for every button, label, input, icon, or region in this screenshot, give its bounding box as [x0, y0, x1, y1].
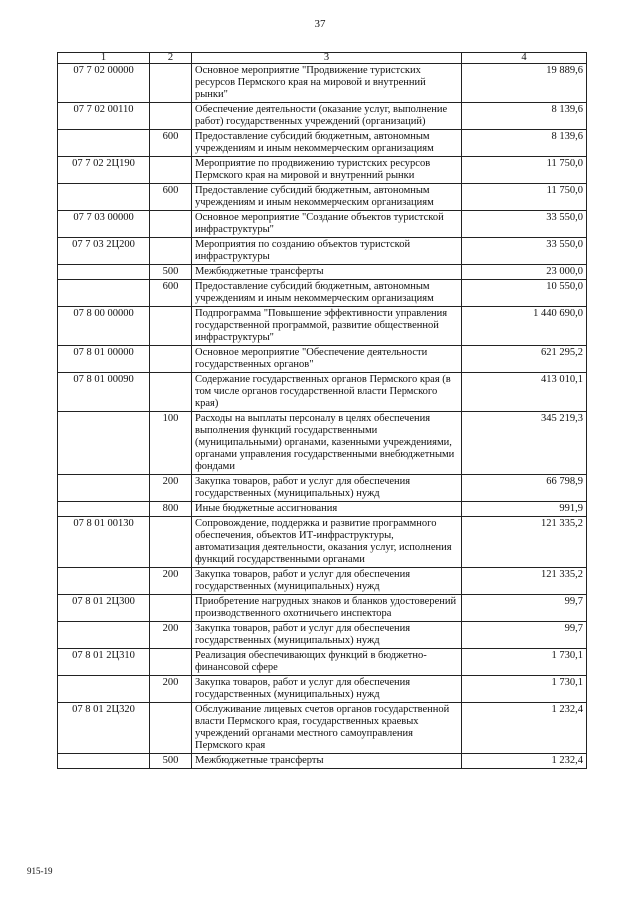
column-header: 3	[192, 53, 462, 64]
item-name: Содержание государственных органов Пермского края (в том числе органов государственной власти Пермского края)	[192, 373, 462, 412]
expense-type	[150, 238, 192, 265]
table-row	[58, 265, 587, 280]
classification-code	[58, 568, 150, 595]
classification-code	[58, 130, 150, 157]
table-row	[58, 412, 587, 475]
expense-type	[150, 346, 192, 373]
column-header: 1	[58, 53, 150, 64]
classification-code: 07 8 01 00130	[58, 517, 150, 568]
classification-code	[58, 412, 150, 475]
item-name: Основное мероприятие "Создание объектов туристской инфраструктуры"	[192, 211, 462, 238]
expense-type: 800	[150, 502, 192, 517]
expense-type: 600	[150, 280, 192, 307]
table-row	[58, 211, 587, 238]
item-name: Реализация обеспечивающих функций в бюджетно-финансовой сфере	[192, 649, 462, 676]
item-name: Закупка товаров, работ и услуг для обеспечения государственных (муниципальных) нужд	[192, 622, 462, 649]
classification-code	[58, 184, 150, 211]
amount-value: 33 550,0	[462, 211, 587, 238]
expense-type	[150, 517, 192, 568]
expense-type	[150, 307, 192, 346]
classification-code	[58, 676, 150, 703]
amount-value: 10 550,0	[462, 280, 587, 307]
table-row	[58, 568, 587, 595]
amount-value: 19 889,6	[462, 64, 587, 103]
classification-code: 07 8 01 2Ц310	[58, 649, 150, 676]
classification-code: 07 7 02 2Ц190	[58, 157, 150, 184]
amount-value: 11 750,0	[462, 157, 587, 184]
item-name: Предоставление субсидий бюджетным, автономным учреждениям и иным некоммерческим организациям	[192, 184, 462, 211]
classification-code	[58, 754, 150, 769]
expense-type: 200	[150, 622, 192, 649]
table-row	[58, 502, 587, 517]
item-name: Межбюджетные трансферты	[192, 754, 462, 769]
item-name: Мероприятия по созданию объектов туристской инфраструктуры	[192, 238, 462, 265]
item-name: Иные бюджетные ассигнования	[192, 502, 462, 517]
expense-type: 500	[150, 265, 192, 280]
item-name: Мероприятие по продвижению туристских ресурсов Пермского края на мировой и внутренний рынки	[192, 157, 462, 184]
budget-table	[57, 52, 587, 769]
item-name: Основное мероприятие "Продвижение туристских ресурсов Пермского края на мировой и внутренний рынки"	[192, 64, 462, 103]
expense-type	[150, 373, 192, 412]
expense-type	[150, 64, 192, 103]
classification-code	[58, 622, 150, 649]
expense-type: 100	[150, 412, 192, 475]
table-row	[58, 373, 587, 412]
expense-type: 600	[150, 130, 192, 157]
amount-value: 11 750,0	[462, 184, 587, 211]
document-code: 915-19	[27, 866, 53, 876]
table-row	[58, 475, 587, 502]
classification-code: 07 8 01 2Ц300	[58, 595, 150, 622]
amount-value: 1 730,1	[462, 676, 587, 703]
item-name: Обеспечение деятельности (оказание услуг, выполнение работ) государственных учреждений (организаций)	[192, 103, 462, 130]
expense-type	[150, 211, 192, 238]
table-row	[58, 622, 587, 649]
amount-value: 8 139,6	[462, 103, 587, 130]
amount-value: 621 295,2	[462, 346, 587, 373]
classification-code: 07 7 02 00110	[58, 103, 150, 130]
item-name: Закупка товаров, работ и услуг для обеспечения государственных (муниципальных) нужд	[192, 568, 462, 595]
item-name: Расходы на выплаты персоналу в целях обеспечения выполнения функций государственными (муниципальными) органами, казенными учреждениями, органами управления государственными внебюджетными фондами	[192, 412, 462, 475]
expense-type	[150, 703, 192, 754]
item-name: Закупка товаров, работ и услуг для обеспечения государственных (муниципальных) нужд	[192, 475, 462, 502]
table-row	[58, 238, 587, 265]
amount-value: 345 219,3	[462, 412, 587, 475]
classification-code: 07 8 00 00000	[58, 307, 150, 346]
expense-type	[150, 595, 192, 622]
amount-value: 99,7	[462, 595, 587, 622]
expense-type: 200	[150, 568, 192, 595]
classification-code: 07 8 01 00090	[58, 373, 150, 412]
table-row	[58, 130, 587, 157]
item-name: Подпрограмма "Повышение эффективности управления государственной программой, развитие общественной инфраструктуры"	[192, 307, 462, 346]
table-row	[58, 280, 587, 307]
table-row	[58, 346, 587, 373]
amount-value: 1 232,4	[462, 703, 587, 754]
table-row	[58, 595, 587, 622]
item-name: Закупка товаров, работ и услуг для обеспечения государственных (муниципальных) нужд	[192, 676, 462, 703]
expense-type	[150, 157, 192, 184]
classification-code: 07 8 01 00000	[58, 346, 150, 373]
table-row	[58, 307, 587, 346]
classification-code	[58, 475, 150, 502]
table-row	[58, 676, 587, 703]
classification-code: 07 8 01 2Ц320	[58, 703, 150, 754]
page-number: 37	[314, 18, 326, 30]
item-name: Обслуживание лицевых счетов органов государственной власти Пермского края, государственных краевых учреждений органами местного самоуправления Пермского края	[192, 703, 462, 754]
item-name: Межбюджетные трансферты	[192, 265, 462, 280]
classification-code: 07 7 03 00000	[58, 211, 150, 238]
table-row	[58, 64, 587, 103]
classification-code	[58, 502, 150, 517]
column-header: 4	[462, 53, 587, 64]
table-row	[58, 517, 587, 568]
table-row	[58, 649, 587, 676]
item-name: Приобретение нагрудных знаков и бланков удостоверений производственного охотничьего инспектора	[192, 595, 462, 622]
table-row	[58, 754, 587, 769]
amount-value: 413 010,1	[462, 373, 587, 412]
amount-value: 99,7	[462, 622, 587, 649]
expense-type: 200	[150, 676, 192, 703]
classification-code	[58, 280, 150, 307]
expense-type: 500	[150, 754, 192, 769]
item-name: Сопровождение, поддержка и развитие программного обеспечения, объектов ИТ-инфраструктуры, автоматизация деятельности, оказания услуг, исполнения функций государственными органами	[192, 517, 462, 568]
classification-code: 07 7 03 2Ц200	[58, 238, 150, 265]
classification-code: 07 7 02 00000	[58, 64, 150, 103]
amount-value: 1 730,1	[462, 649, 587, 676]
table-row	[58, 157, 587, 184]
amount-value: 1 232,4	[462, 754, 587, 769]
expense-type	[150, 103, 192, 130]
expense-type: 200	[150, 475, 192, 502]
table-header-row	[58, 53, 587, 64]
amount-value: 23 000,0	[462, 265, 587, 280]
table-row	[58, 184, 587, 211]
item-name: Предоставление субсидий бюджетным, автономным учреждениям и иным некоммерческим организациям	[192, 130, 462, 157]
amount-value: 66 798,9	[462, 475, 587, 502]
amount-value: 121 335,2	[462, 517, 587, 568]
amount-value: 8 139,6	[462, 130, 587, 157]
item-name: Основное мероприятие "Обеспечение деятельности государственных органов"	[192, 346, 462, 373]
column-header: 2	[150, 53, 192, 64]
classification-code	[58, 265, 150, 280]
table-row	[58, 103, 587, 130]
expense-type	[150, 649, 192, 676]
amount-value: 33 550,0	[462, 238, 587, 265]
amount-value: 991,9	[462, 502, 587, 517]
table-row	[58, 703, 587, 754]
expense-type: 600	[150, 184, 192, 211]
amount-value: 1 440 690,0	[462, 307, 587, 346]
item-name: Предоставление субсидий бюджетным, автономным учреждениям и иным некоммерческим организациям	[192, 280, 462, 307]
amount-value: 121 335,2	[462, 568, 587, 595]
